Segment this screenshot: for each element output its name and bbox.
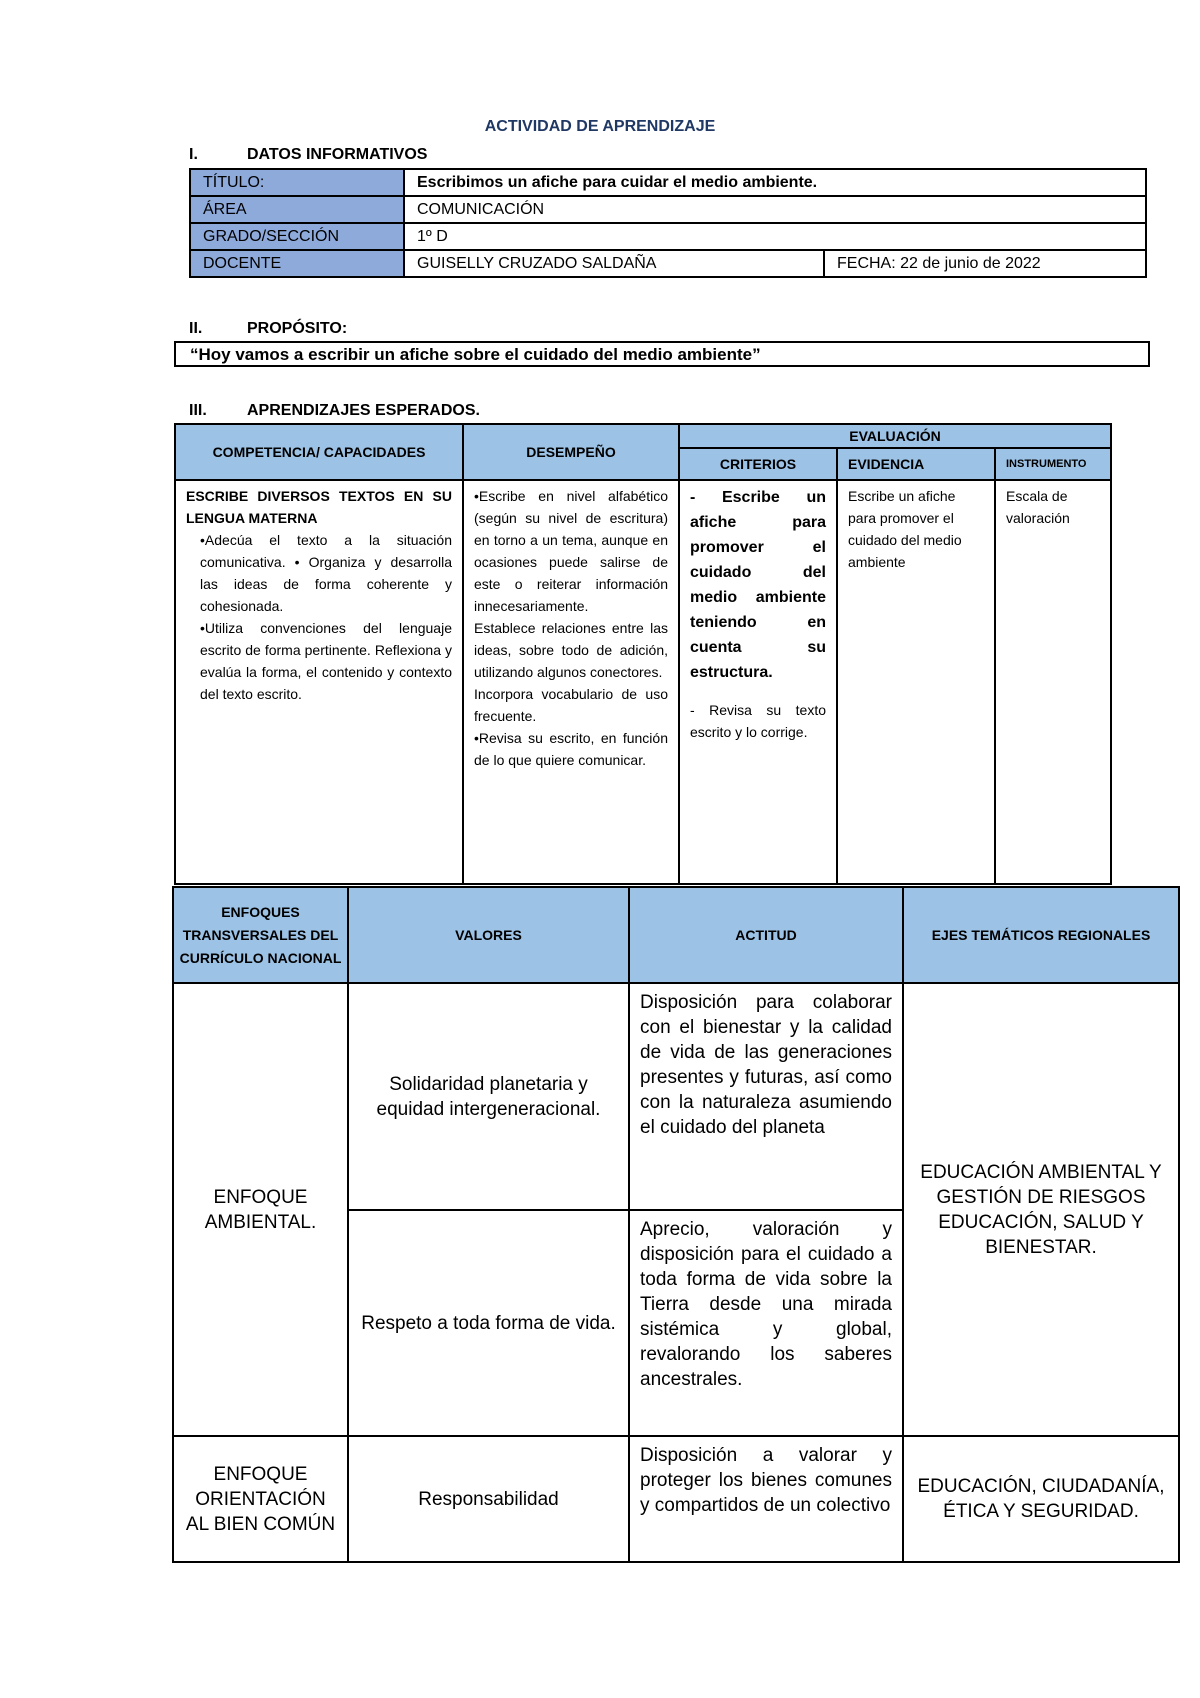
actitud-aprecio: Aprecio, valoración y disposición para el cuidado a toda forma de vida sobre la Tierra desde una mirada sistémica y global, revalorando los saberes ancestrales.	[629, 1210, 903, 1436]
header-instrumento: INSTRUMENTO	[995, 448, 1111, 480]
header-desempeno: DESEMPEÑO	[463, 424, 679, 480]
section-number: II.	[189, 320, 203, 337]
ejes-ambiental: EDUCACIÓN AMBIENTAL Y GESTIÓN DE RIESGOS EDUCACIÓN, SALUD Y BIENESTAR.	[903, 983, 1179, 1436]
table-row	[175, 480, 1111, 884]
header-ejes: EJES TEMÁTICOS REGIONALES	[903, 887, 1179, 983]
table-row	[190, 250, 1146, 277]
table-row	[175, 424, 1111, 448]
header-valores: VALORES	[348, 887, 629, 983]
purpose-box: “Hoy vamos a escribir un afiche sobre el cuidado del medio ambiente”	[174, 341, 1150, 367]
instrumento-cell	[995, 480, 1111, 884]
actitud-bienestar: Disposición para colaborar con el bienestar y la calidad de vida de las generaciones presentes y futuras, así como con la naturaleza asumiendo el cuidado del planeta	[629, 983, 903, 1210]
table-row	[190, 223, 1146, 250]
valor-respeto: Respeto a toda forma de vida.	[348, 1210, 629, 1436]
section-number: I.	[189, 146, 198, 163]
enfoques-table	[172, 886, 1180, 1563]
section-aprendizajes	[189, 402, 480, 420]
enfoque-ambiental: ENFOQUE AMBIENTAL.	[173, 983, 348, 1436]
valor-responsabilidad: Responsabilidad	[348, 1436, 629, 1562]
capacidad-4: Reflexiona y evalúa la forma, el contenido y contexto del texto escrito.	[200, 642, 453, 702]
table-row	[173, 887, 1179, 983]
table-row	[173, 983, 1179, 1210]
table-row	[190, 169, 1146, 196]
criterio-1: - Escribe un afiche para promover el cuidado del medio ambiente teniendo en cuenta su estructura.	[690, 489, 826, 681]
area-value: COMUNICACIÓN	[404, 196, 1146, 223]
valor-solidaridad: Solidaridad planetaria y equidad intergeneracional.	[348, 983, 629, 1210]
list-item	[198, 617, 452, 705]
header-competencia: COMPETENCIA/ CAPACIDADES	[175, 424, 463, 480]
fecha-value: FECHA: 22 de junio de 2022	[824, 250, 1146, 277]
docente-label: DOCENTE	[190, 250, 404, 277]
header-actitud: ACTITUD	[629, 887, 903, 983]
capacidad-2: Organiza y desarrolla las ideas de forma coherente y cohesionada.	[200, 554, 452, 614]
desempeno-cell	[463, 480, 679, 884]
area-label: ÁREA	[190, 196, 404, 223]
header-evidencia: EVIDENCIA	[837, 448, 995, 480]
table-row	[190, 196, 1146, 223]
header-enfoques: ENFOQUES TRANSVERSALES DEL CURRÍCULO NACIONAL	[173, 887, 348, 983]
section-datos-informativos	[189, 146, 427, 164]
section-label: DATOS INFORMATIVOS	[247, 146, 428, 163]
table-row	[173, 1436, 1179, 1562]
criterio-2: - Revisa su texto escrito y lo corrige.	[690, 702, 826, 740]
criterios-cell	[679, 480, 837, 884]
ejes-ciudadania: EDUCACIÓN, CIUDADANÍA, ÉTICA Y SEGURIDAD.	[903, 1436, 1179, 1562]
header-evaluacion: EVALUACIÓN	[679, 424, 1111, 448]
desempeno-4: • Revisa su escrito, en función de lo que quiere comunicar.	[474, 727, 668, 771]
section-label: APRENDIZAJES ESPERADOS.	[247, 402, 480, 419]
desempeno-1: • Escribe en nivel alfabético (según su nivel de escritura) en torno a un tema, aunque en ocasiones puede salirse de este o reiterar información innecesariamente.	[474, 485, 668, 617]
competencia-cell	[175, 480, 463, 884]
list-item: • Adecúa el texto a la situación comunicativa. • Organiza y desarrolla las ideas de forma coherente y cohesionada.	[198, 529, 452, 617]
learning-table	[174, 423, 1112, 885]
grado-label: GRADO/SECCIÓN	[190, 223, 404, 250]
info-table	[189, 168, 1147, 278]
docente-value: GUISELLY CRUZADO SALDAÑA	[404, 250, 824, 277]
competencia-title: ESCRIBE DIVERSOS TEXTOS EN SU LENGUA MATERNA	[186, 488, 452, 526]
enfoque-bien-comun: ENFOQUE ORIENTACIÓN AL BIEN COMÚN	[173, 1436, 348, 1562]
section-number: III.	[189, 402, 207, 419]
evidencia-cell	[837, 480, 995, 884]
titulo-label: TÍTULO:	[190, 169, 404, 196]
actitud-valorar: Disposición a valorar y proteger los bienes comunes y compartidos de un colectivo	[629, 1436, 903, 1562]
header-criterios: CRITERIOS	[679, 448, 837, 480]
page-title: ACTIVIDAD DE APRENDIZAJE	[484, 118, 716, 135]
instrumento-text: Escala de valoración	[1006, 488, 1070, 526]
section-label: PROPÓSITO:	[247, 320, 348, 337]
grado-value: 1º D	[404, 223, 1146, 250]
titulo-value: Escribimos un afiche para cuidar el medio ambiente.	[404, 169, 1146, 196]
capacidad-3: Utiliza convenciones del lenguaje escrito de forma pertinente.	[200, 620, 452, 658]
capacidad-1: Adecúa el texto a la situación comunicativa.	[200, 532, 452, 570]
section-proposito	[189, 320, 347, 338]
evidencia-text: Escribe un afiche para promover el cuidado del medio ambiente	[848, 488, 962, 570]
desempeno-2: Establece relaciones entre las ideas, sobre todo de adición, utilizando algunos conectores.	[474, 620, 668, 680]
desempeno-3: Incorpora vocabulario de uso frecuente.	[474, 686, 668, 724]
